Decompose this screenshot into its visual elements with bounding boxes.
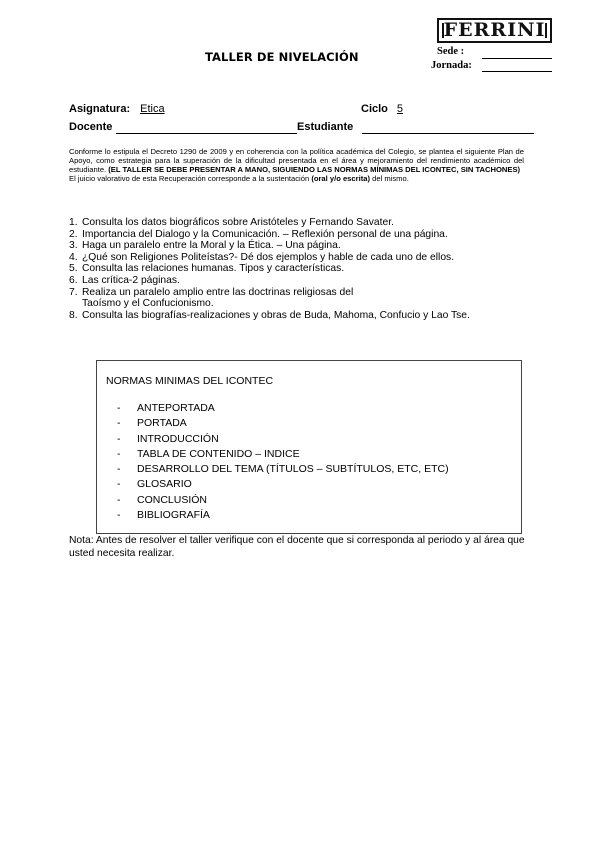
task-item: [69, 229, 539, 241]
school-logo: [437, 18, 552, 43]
norm-item: [117, 493, 449, 508]
asignatura-label: Asignatura:: [69, 103, 131, 115]
norm-item: [117, 401, 449, 416]
logo-text: FERRINI: [443, 19, 546, 41]
norm-item: [117, 432, 449, 447]
norm-text: CONCLUSIÓN: [137, 493, 208, 506]
task-text: Haga un paralelo entre la Moral y la Ética. – Una página.: [82, 240, 341, 252]
norm-item: [117, 508, 449, 523]
task-item: [69, 287, 539, 310]
icontec-norms-box: [96, 360, 522, 534]
intro-text-3: del mismo.: [372, 174, 409, 184]
page-title: TALLER DE NIVELACIÓN: [205, 50, 359, 64]
task-text: Consulta las biografías-realizaciones y obras de Buda, Mahoma, Confucio y Lao Tse.: [82, 309, 470, 321]
dash-bullet: -: [117, 478, 121, 491]
asignatura-row: [69, 103, 165, 115]
intro-bold-sustentacion: (oral y/o escrita): [311, 174, 370, 184]
estudiante-blank-line[interactable]: [362, 133, 534, 134]
task-list: [69, 217, 539, 321]
norms-list: [117, 401, 449, 523]
task-item: [69, 263, 539, 275]
ciclo-label: Ciclo: [361, 103, 388, 115]
norm-text: DESARROLLO DEL TEMA (TÍTULOS – SUBTÍTULOS, ETC, ETC): [137, 463, 449, 476]
norm-item: [117, 477, 449, 492]
norm-item: [117, 462, 449, 477]
sede-blank-line[interactable]: [482, 58, 552, 59]
norm-text: PORTADA: [137, 417, 187, 430]
task-item: [69, 217, 539, 229]
task-number: 5.: [69, 263, 78, 275]
task-text: ¿Qué son Religiones Politeístas?- Dé dos ejemplos y hable de cada uno de ellos.: [82, 251, 455, 263]
task-number: 3.: [69, 240, 78, 252]
task-item: [69, 275, 539, 287]
dash-bullet: -: [117, 509, 121, 522]
task-item: [69, 310, 539, 322]
dash-bullet: -: [117, 493, 121, 506]
task-number: 2.: [69, 228, 78, 240]
norm-text: TABLA DE CONTENIDO – INDICE: [137, 447, 300, 460]
norm-text: INTRODUCCIÓN: [137, 432, 219, 445]
docente-label: Docente: [69, 121, 113, 133]
task-text: Consulta las relaciones humanas. Tipos y características.: [82, 263, 345, 275]
task-item: [69, 252, 539, 264]
jornada-blank-line[interactable]: [482, 71, 552, 72]
task-text: Consulta los datos biográficos sobre Aristóteles y Fernando Savater.: [82, 217, 394, 228]
intro-text-2: El juicio valorativo de esta Recuperación corresponde a la sustentación: [69, 174, 310, 184]
nota-paragraph: Nota: Antes de resolver el taller verifique con el docente que si corresponda al periodo y al área que usted necesita realizar.: [69, 535, 525, 559]
ciclo-value: 5: [396, 103, 404, 115]
intro-text-1: Conforme lo estipula el Decreto 1290 de 2009 y en coherencia con la política académica del Colegio, se plantea el siguiente Plan de Apoyo, como estrategia para la superación de la dificultad presentada en el área y mejoramiento del rendimiento académico del estudiante.: [69, 147, 524, 175]
dash-bullet: -: [117, 463, 121, 476]
norms-box-title: NORMAS MINIMAS DEL ICONTEC: [106, 375, 274, 387]
task-text: Las crítica-2 páginas.: [82, 274, 180, 286]
norm-text: GLOSARIO: [137, 478, 192, 491]
norm-item: [117, 447, 449, 462]
intro-paragraph: [69, 147, 524, 183]
task-item: [69, 240, 539, 252]
dash-bullet: -: [117, 432, 121, 445]
task-number: 8.: [69, 309, 78, 321]
norm-text: ANTEPORTADA: [137, 402, 215, 414]
asignatura-value: Etica: [140, 103, 165, 115]
task-text: Realiza un paralelo amplio entre las doctrinas religiosas del Taoísmo y el Confucionismo.: [82, 286, 354, 310]
task-number: 1.: [69, 217, 78, 228]
intro-bold-instruction: (EL TALLER SE DEBE PRESENTAR A MANO, SIGUIENDO LAS NORMAS MÍNIMAS DEL ICONTEC, SIN TACHONES): [108, 165, 521, 175]
dash-bullet: -: [117, 417, 121, 430]
sede-label: Sede :: [437, 46, 465, 57]
dash-bullet: -: [117, 447, 121, 460]
dash-bullet: -: [117, 402, 121, 414]
jornada-label: Jornada:: [431, 60, 472, 71]
ciclo-row: [361, 103, 403, 115]
norm-item: [117, 416, 449, 431]
estudiante-label: Estudiante: [297, 121, 354, 133]
norm-text: BIBLIOGRAFÍA: [137, 509, 210, 522]
task-number: 6.: [69, 274, 78, 286]
task-number: 7.: [69, 286, 78, 298]
docente-blank-line[interactable]: [116, 133, 297, 134]
task-number: 4.: [69, 251, 78, 263]
task-text: Importancia del Dialogo y la Comunicación. – Reflexión personal de una página.: [82, 228, 448, 240]
